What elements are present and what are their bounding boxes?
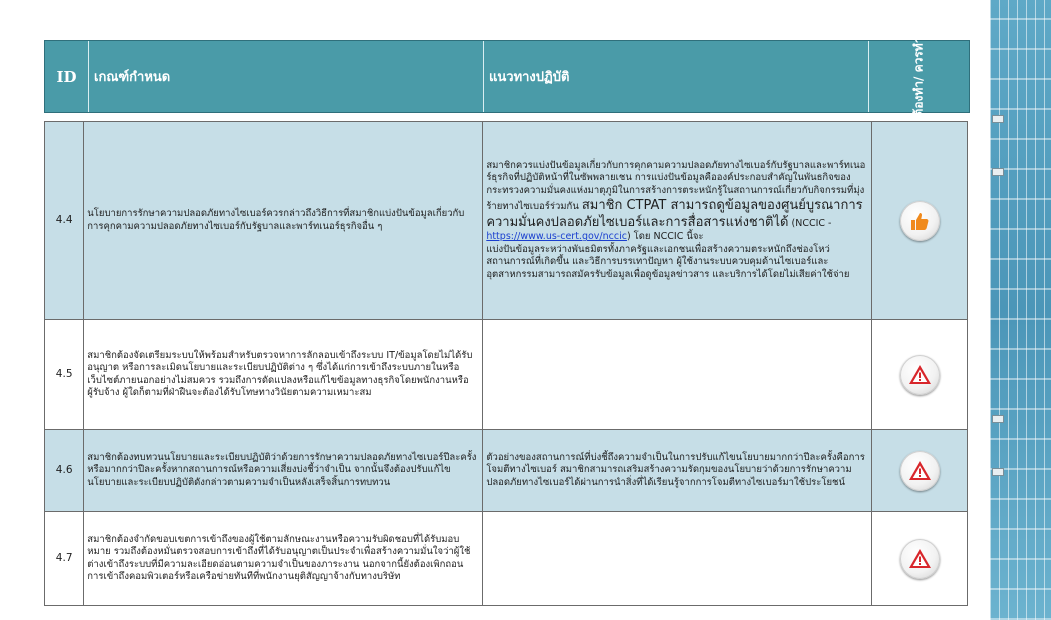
warning-icon bbox=[900, 451, 940, 491]
decorative-side-strip bbox=[990, 0, 1051, 620]
table-row bbox=[45, 122, 968, 320]
row-criteria: สมาชิกต้องทบทวนนโยบายและระเบียบปฏิบัติว่าด้วยการรักษาความปลอดภัยทางไซเบอร์ปีละครั้ง หรือมากกว่าปีละครั้งหากสถานการณ์หรือความเสี่ยงบ่งชี้ว่าจำเป็น จากนั้นจึงต้องปรับแก้ไขนโยบายและระเบียบปฏิบัติดังกล่าวตามความจำเป็นหลังเสร็จสิ้นการทบทวน bbox=[84, 430, 483, 512]
table-header bbox=[44, 36, 970, 117]
nccic-link[interactable]: https://www.us-cert.gov/nccic bbox=[486, 231, 627, 243]
table-row bbox=[45, 320, 968, 430]
warning-icon bbox=[900, 355, 940, 395]
row-status bbox=[872, 512, 968, 606]
row-status bbox=[872, 122, 968, 320]
row-id: 4.5 bbox=[45, 320, 84, 430]
strip-tag bbox=[992, 415, 1004, 423]
header-must-should bbox=[869, 36, 969, 117]
row-criteria: สมาชิกต้องจำกัดขอบเขตการเข้าถึงของผู้ใช้ตามลักษณะงานหรือความรับผิดชอบที่ได้รับมอบหมาย รวมถึงต้องหมั่นตรวจสอบการเข้าถึงที่ได้รับอนุญาตเป็นประจำเพื่อสร้างความมั่นใจว่าผู้ใช้ต่างเข้าถึงระบบที่มีความละเอียดอ่อนตามความจำเป็นของภาระงาน นอกจากนี้ยังต้องเพิกถอนการเข้าถึงคอมพิวเตอร์หรือเครือข่ายทันทีที่พนักงานยุติสัญญาจ้างกับทางบริษัท bbox=[84, 512, 483, 606]
guideline-link-suffix: ) โดย NCCIC นี้จะ bbox=[626, 231, 704, 243]
row-guideline bbox=[483, 320, 872, 430]
row-guideline bbox=[483, 512, 872, 606]
table-row bbox=[45, 512, 968, 606]
row-status bbox=[872, 430, 968, 512]
header-must-should-label: ต้องทำ/ ควรทำ bbox=[911, 36, 926, 117]
thumbs-up-icon bbox=[900, 201, 940, 241]
row-id: 4.6 bbox=[45, 430, 84, 512]
guideline-text: สมาชิกควรแบ่งปันข้อมูลเกี่ยวกับการคุกคามความปลอดภัยทางไซเบอร์กับรัฐบาลและพาร์ทเนอร์ธุรกิจที่ปฏิบัติหน้าที่ในซัพพลายเชน การแบ่งปันข้อมูลคือองค์ประกอบสำคัญในพันธกิจของกระทรวงความมั่นคงแห่งมาตุภูมิในการสร้างการตระหนักรู้ในสถานการณ์เกี่ยวกับกิจกรรมที่มุ่งร้ายทางไซเบอร์ร่วมกัน bbox=[486, 160, 866, 213]
strip-tag bbox=[992, 115, 1004, 123]
row-id: 4.4 bbox=[45, 122, 84, 320]
row-status bbox=[872, 320, 968, 430]
strip-tag bbox=[992, 468, 1004, 476]
header-guideline: แนวทางปฏิบัติ bbox=[484, 41, 869, 112]
header-id: ID bbox=[45, 41, 89, 112]
header-criteria: เกณฑ์กำหนด bbox=[89, 41, 484, 112]
guideline-highlight: สมาชิก CTPAT สามารถดูข้อมูลของศูนย์บูรณาการความมั่นคงปลอดภัยไซเบอร์และการสื่อสารแห่งชาติได้ bbox=[486, 198, 863, 231]
table-row bbox=[45, 430, 968, 512]
guideline-text: แบ่งปันข้อมูลระหว่างพันธมิตรทั้งภาครัฐและเอกชนเพื่อสร้างความตระหนักถึงช่องโหว่ สถานการณ์ที่เกิดขึ้น และวิธีการบรรเทาปัญหา ผู้ใช้งานระบบควบคุมด้านไซเบอร์และอุตสาหกรรมสามารถสมัครรับข้อมูลเพื่อดูข้อมูลข่าวสาร และบริการได้โดยไม่เสียค่าใช้จ่าย bbox=[486, 243, 850, 280]
row-guideline: ตัวอย่างของสถานการณ์ที่บ่งชี้ถึงความจำเป็นในการปรับแก้ไขนโยบายมากกว่าปีละครั้งคือการโจมตีทางไซเบอร์ สมาชิกสามารถเสริมสร้างความรัดกุมของนโยบายว่าด้วยการรักษาความปลอดภัยทางไซเบอร์ได้ผ่านการนำสิ่งที่ได้เรียนรู้จากการโจมตีทางไซเบอร์มาใช้ประโยชน์ bbox=[483, 430, 872, 512]
row-id: 4.7 bbox=[45, 512, 84, 606]
criteria-table bbox=[44, 121, 968, 606]
strip-tag bbox=[992, 168, 1004, 176]
row-guideline bbox=[483, 122, 872, 320]
guideline-link-prefix: (NCCIC - bbox=[791, 218, 832, 230]
row-criteria: นโยบายการรักษาความปลอดภัยทางไซเบอร์ควรกล่าวถึงวิธีการที่สมาชิกแบ่งปันข้อมูลเกี่ยวกับการคุกคามความปลอดภัยทางไซเบอร์กับรัฐบาลและพาร์ทเนอร์ธุรกิจอื่น ๆ bbox=[84, 122, 483, 320]
row-criteria: สมาชิกต้องจัดเตรียมระบบให้พร้อมสำหรับตรวจหาการลักลอบเข้าถึงระบบ IT/ข้อมูลโดยไม่ได้รับอนุญาต หรือการละเมิดนโยบายและระเบียบปฏิบัติต่าง ๆ ซึ่งได้แก่การเข้าถึงระบบภายในหรือเว็บไซต์ภายนอกอย่างไม่สมควร รวมถึงการดัดแปลงหรือแก้ไขข้อมูลทางธุรกิจโดยพนักงานหรือผู้รับจ้าง ผู้ใดก็ตามที่ฝ่าฝืนจะต้องได้รับโทษทางวินัยตามความเหมาะสม bbox=[84, 320, 483, 430]
warning-icon bbox=[900, 539, 940, 579]
